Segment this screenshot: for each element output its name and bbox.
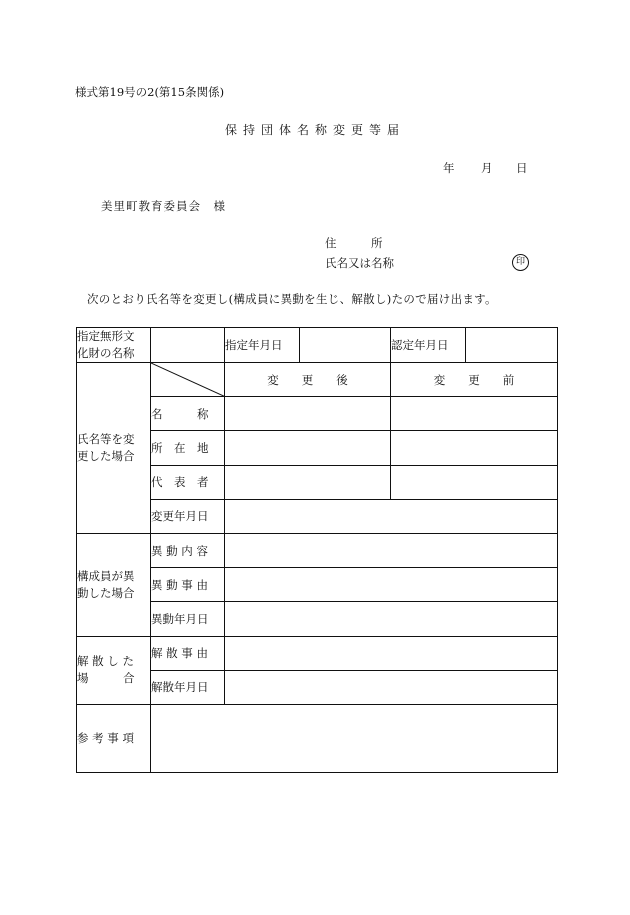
form-number: 様式第19号の2(第15条関係) xyxy=(75,85,225,99)
after-change-header: 変 更 後 xyxy=(225,363,391,397)
dissolve-date-label: 解散年月日 xyxy=(151,670,225,704)
name-before-field[interactable] xyxy=(391,397,558,431)
date-day-label: 日 xyxy=(516,161,528,175)
asset-name-label: 指定無形文 化財の名称 xyxy=(77,328,151,363)
applicant-address-label: 住 所 xyxy=(325,236,383,250)
dissolve-reason-field[interactable] xyxy=(225,636,558,670)
notes-field[interactable] xyxy=(151,704,558,772)
location-label: 所 在 地 xyxy=(151,431,225,465)
move-date-field[interactable] xyxy=(225,602,558,636)
addressee: 美里町教育委員会 様 xyxy=(101,199,226,213)
date-month-label: 月 xyxy=(481,161,493,175)
asset-name-field[interactable] xyxy=(151,328,225,363)
recognition-date-field[interactable] xyxy=(466,328,558,363)
change-date-label: 変更年月日 xyxy=(151,499,225,533)
move-date-label: 異動年月日 xyxy=(151,602,225,636)
notification-table xyxy=(76,327,558,773)
applicant-name-label: 氏名又は名称 xyxy=(325,256,394,270)
date-year-label: 年 xyxy=(443,161,455,175)
intro-statement: 次のとおり氏名等を変更し(構成員に異動を生じ、解散し)たので届け出ます。 xyxy=(87,292,497,306)
representative-label: 代 表 者 xyxy=(151,465,225,499)
document-title: 保持団体名称変更等届 xyxy=(224,123,405,137)
notes-label: 参 考 事 項 xyxy=(77,704,151,772)
diagonal-header-cell xyxy=(151,363,225,397)
dissolve-reason-label: 解 散 事 由 xyxy=(151,636,225,670)
location-after-field[interactable] xyxy=(225,431,391,465)
change-date-field[interactable] xyxy=(225,499,558,533)
representative-before-field[interactable] xyxy=(391,465,558,499)
move-reason-field[interactable] xyxy=(225,568,558,602)
dissolve-date-field[interactable] xyxy=(225,670,558,704)
location-before-field[interactable] xyxy=(391,431,558,465)
recognition-date-label: 認定年月日 xyxy=(391,328,466,363)
before-change-header: 変 更 前 xyxy=(391,363,558,397)
name-change-group-label: 氏名等を変 更した場合 xyxy=(77,363,151,534)
move-content-label: 異 動 内 容 xyxy=(151,533,225,567)
designation-date-field[interactable] xyxy=(300,328,391,363)
name-label: 名 称 xyxy=(151,397,225,431)
move-content-field[interactable] xyxy=(225,533,558,567)
designation-date-label: 指定年月日 xyxy=(225,328,300,363)
member-change-group-label: 構成員が異 動した場合 xyxy=(77,533,151,636)
dissolve-group-label: 解 散 し た 場 合 xyxy=(77,636,151,704)
move-reason-label: 異 動 事 由 xyxy=(151,568,225,602)
name-after-field[interactable] xyxy=(225,397,391,431)
seal-mark: 印 xyxy=(512,254,529,271)
representative-after-field[interactable] xyxy=(225,465,391,499)
